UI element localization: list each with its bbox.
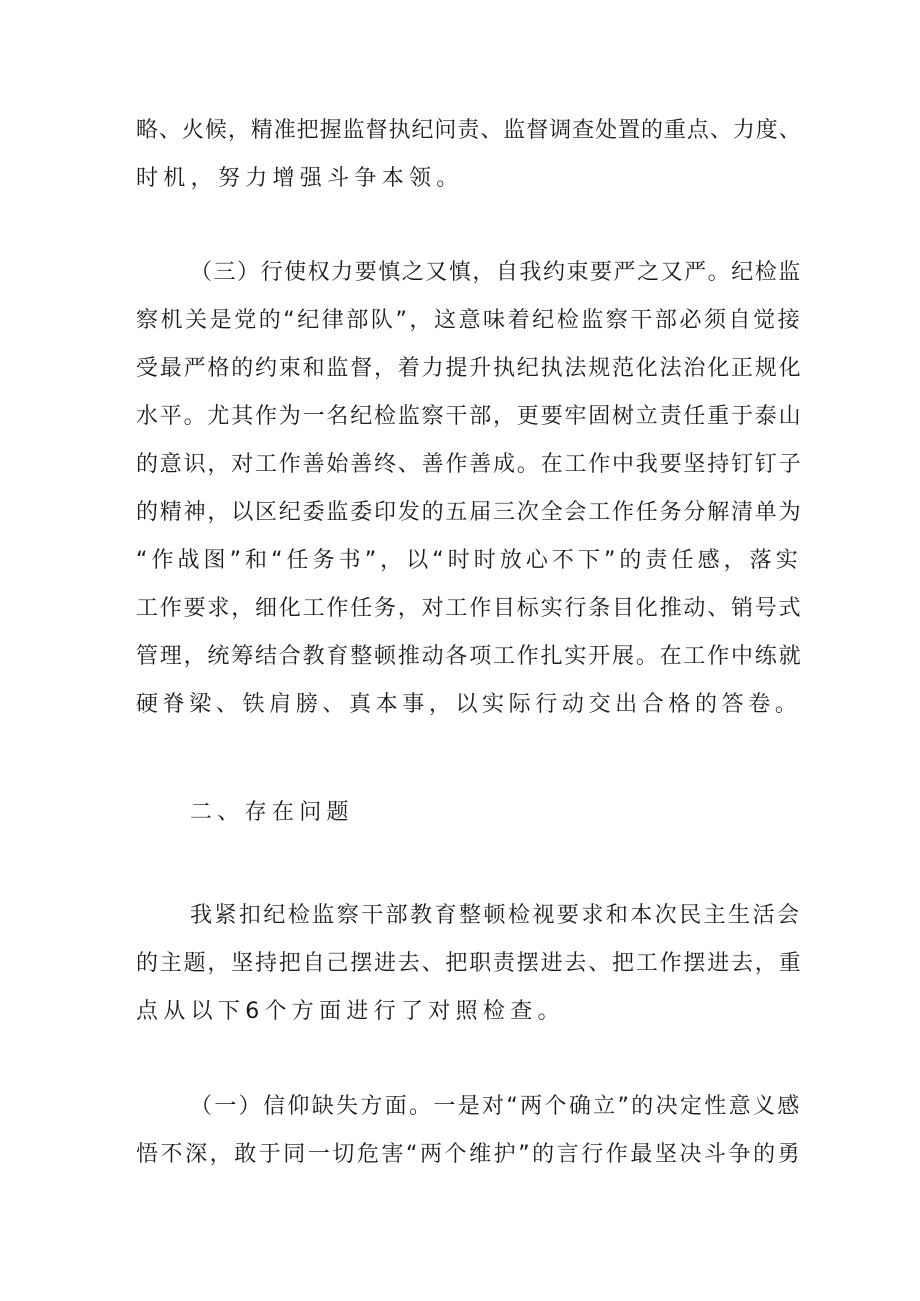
text-line: 悟不深，敢于同一切危害“两个维护”的言行作最坚决斗争的勇 <box>136 1142 803 1167</box>
heading-text: 二、存在问题 <box>190 800 354 825</box>
text-line: “作战图”和“任务书”，以“时时放心不下”的责任感，落实 <box>136 548 802 573</box>
text-line: 的主题，坚持把自己摆进去、把职责摆进去、把工作摆进去，重 <box>136 951 803 976</box>
text-line: 我紧扣纪检监察干部教育整顿检视要求和本次民主生活会 <box>190 903 802 928</box>
text-line: 察机关是党的“纪律部队”，这意味着纪检监察干部必须自觉接 <box>136 308 803 333</box>
text-line: （三）行使权力要慎之又慎，自我约束要严之又严。纪检监 <box>190 260 802 285</box>
section-heading <box>136 789 802 837</box>
text-line: 受最严格的约束和监督，着力提升执纪执法规范化法治化正规化 <box>136 356 803 381</box>
body-paragraph-overview <box>136 892 802 1036</box>
body-paragraph-section-one <box>136 1083 802 1179</box>
text-line: 的精神，以区纪委监委印发的五届三次全会工作任务分解清单为 <box>136 500 803 525</box>
text-line: 管理，统筹结合教育整顿推动各项工作扎实开展。在工作中练就 <box>136 644 803 669</box>
text-line: （一）信仰缺失方面。一是对“两个确立”的决定性意义感 <box>190 1094 802 1119</box>
text-line: 硬脊梁、铁肩膀、真本事，以实际行动交出合格的答卷。 <box>136 692 802 717</box>
text-line: 点从以下6个方面进行了对照检查。 <box>136 999 565 1024</box>
text-line: 的意识，对工作善始善终、善作善成。在工作中我要坚持钉钉子 <box>136 452 803 477</box>
text-line: 工作要求，细化工作任务，对工作目标实行条目化推动、销号式 <box>136 596 803 621</box>
body-paragraph-continuation <box>136 107 802 203</box>
text-line: 水平。尤其作为一名纪检监察干部，更要牢固树立责任重于泰山 <box>136 404 803 429</box>
text-line: 略、火候，精准把握监督执纪问责、监督调查处置的重点、力度、 <box>136 118 802 143</box>
text-line: 时机，努力增强斗争本领。 <box>136 166 464 191</box>
body-paragraph-section-three <box>136 249 802 729</box>
